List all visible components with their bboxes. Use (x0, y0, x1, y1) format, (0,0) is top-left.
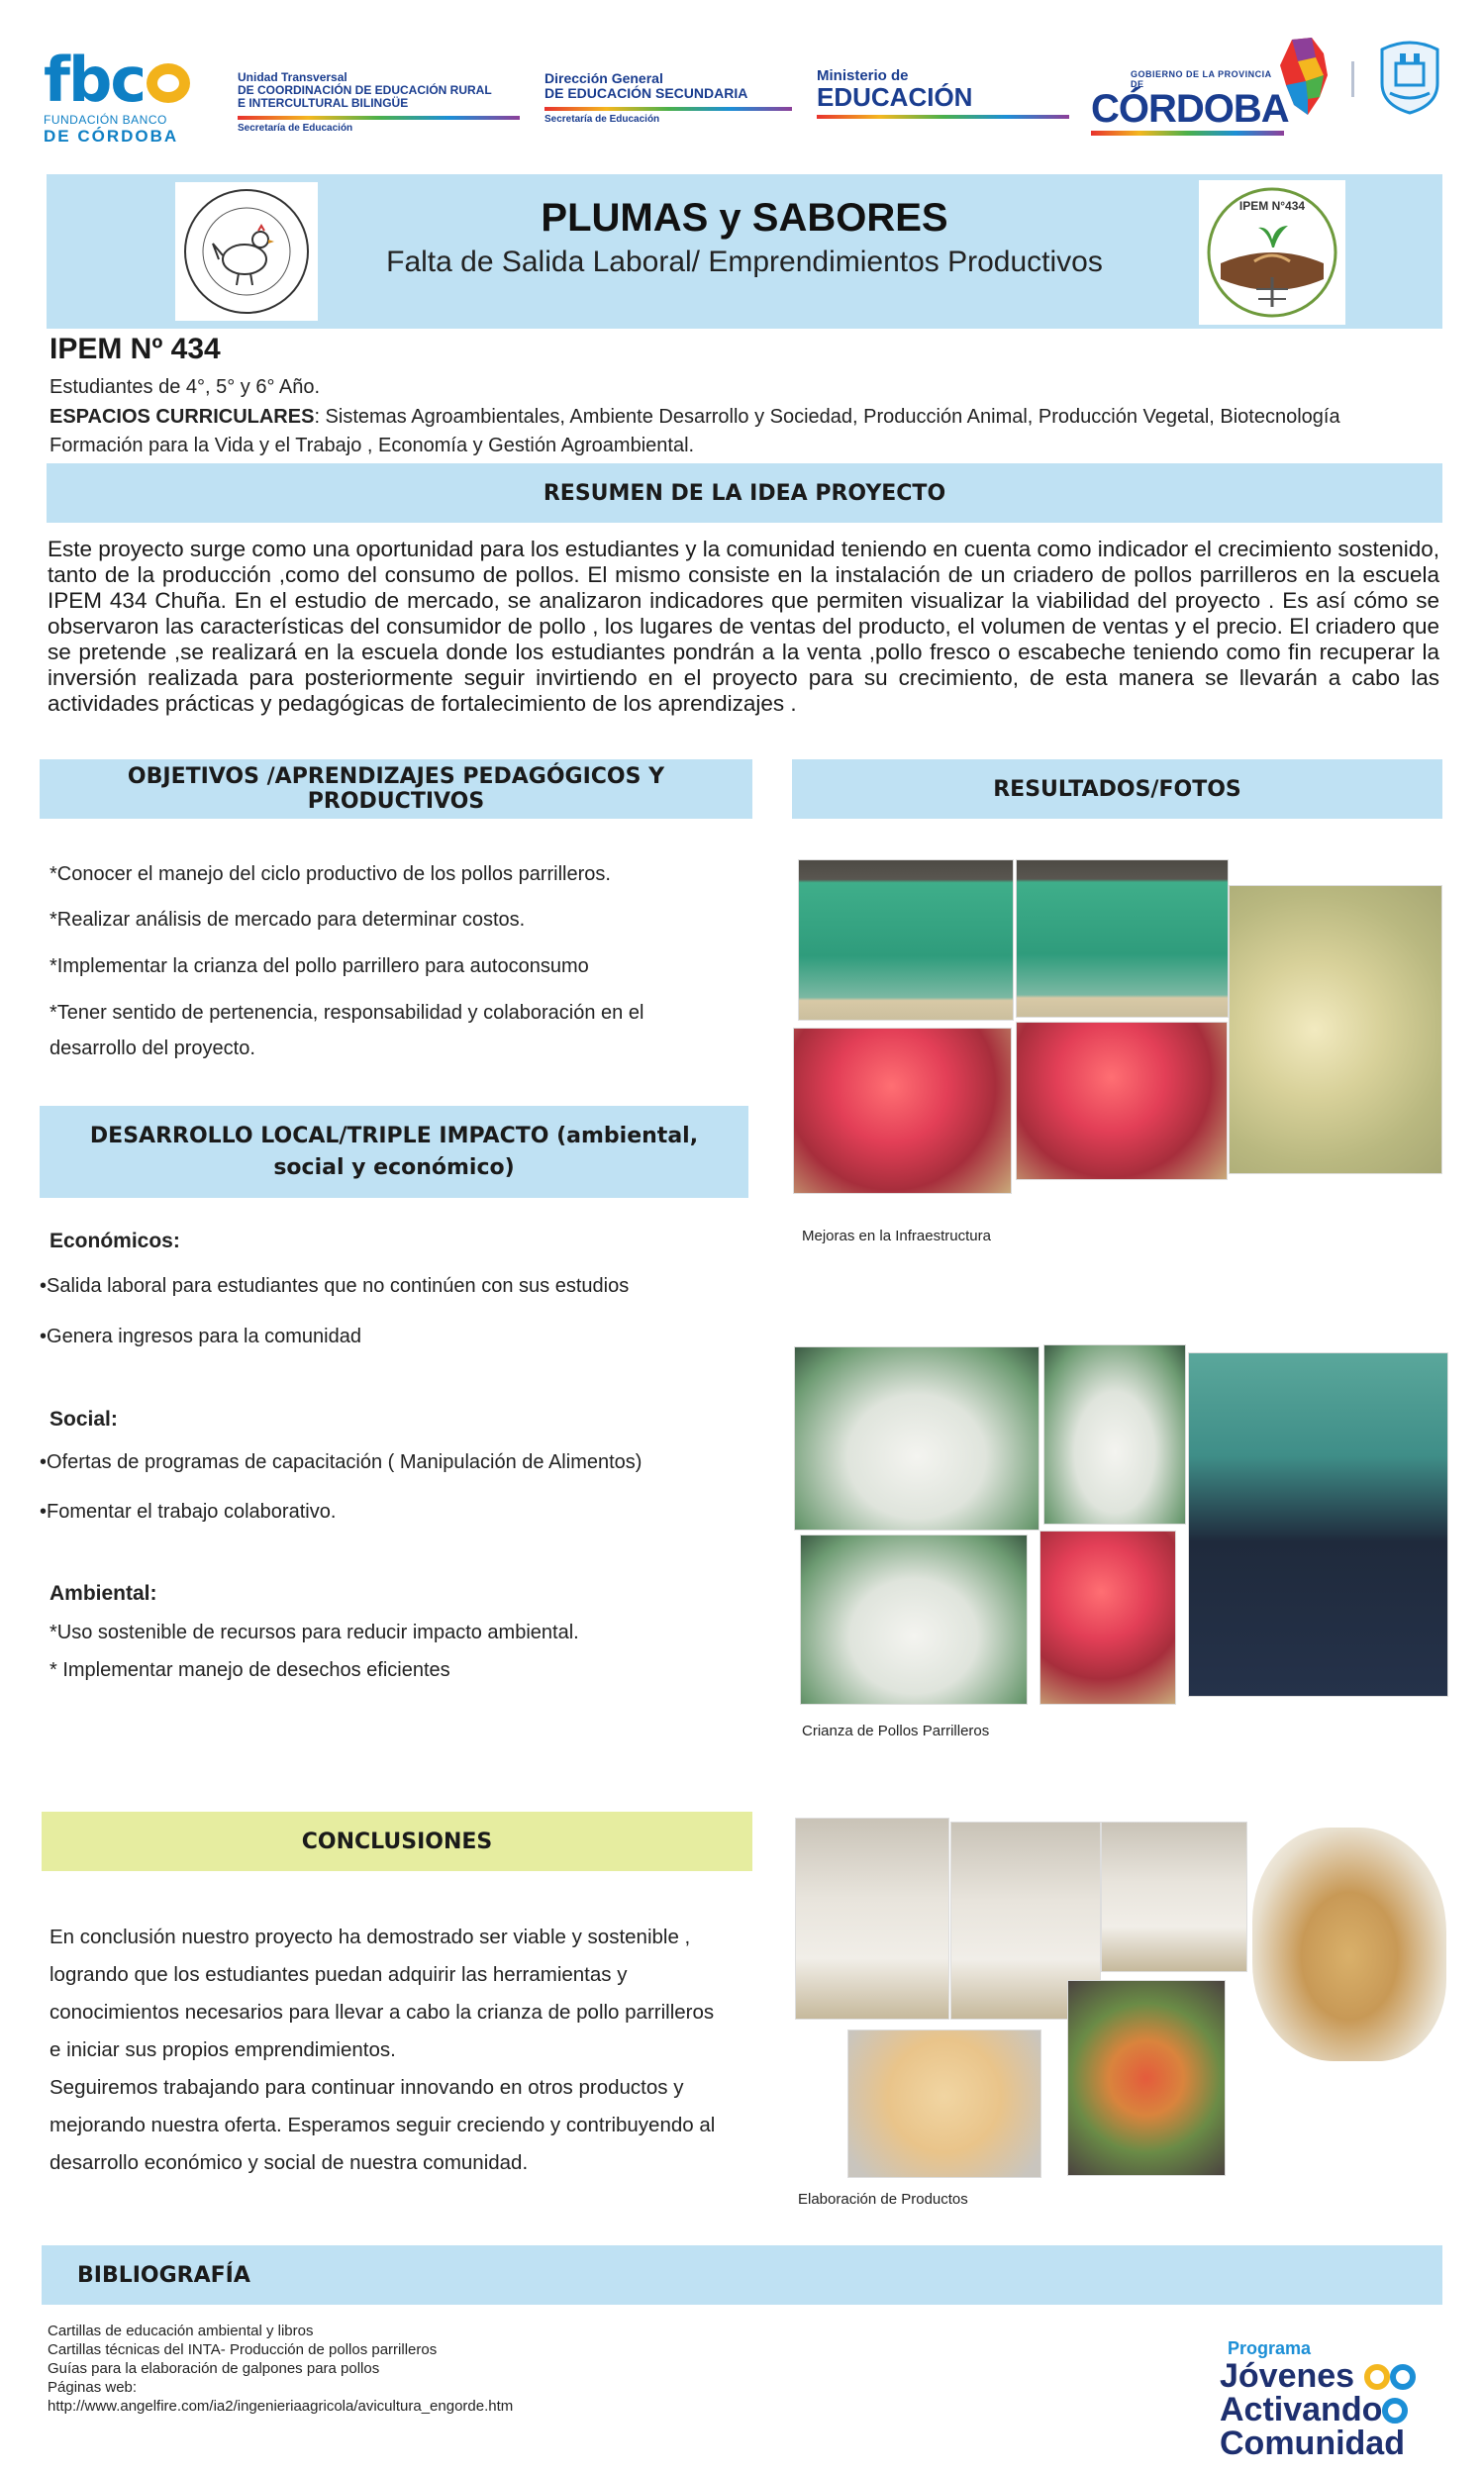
bullet: • (40, 1275, 48, 1297)
conclusion-line: En conclusión nuestro proyecto ha demostrado ser viable y sostenible , (49, 1926, 691, 1948)
photo-galpon-cortina (798, 859, 1014, 1021)
caption-elaboracion: Elaboración de Productos (798, 2191, 968, 2208)
bullet: • (40, 1451, 48, 1473)
bullet: • (40, 1501, 48, 1523)
photo-escabeche (1067, 1980, 1226, 2176)
cordoba-logo (1091, 69, 1289, 136)
ministerio-line1: Ministerio de (817, 67, 909, 84)
bibliografia-link[interactable]: http://www.angelfire.com/ia2/ingenieriaagricola/avicultura_engorde.htm (48, 2398, 514, 2415)
cordoba-gob-text: GOBIERNO DE LA PROVINCIA DE (1131, 69, 1272, 89)
unidad-transversal-logo (238, 71, 520, 134)
cordoba-color-bar (1091, 131, 1284, 136)
bibliografia-heading: BIBLIOGRAFÍA (42, 2245, 1442, 2305)
objetivos-heading: OBJETIVOS /APRENDIZAJES PEDAGÓGICOS Y PRODUCTIVOS (40, 759, 752, 819)
objetivo-item: *Implementar la crianza del pollo parrillero para autoconsumo (49, 955, 589, 977)
direccion-line1: Dirección General (544, 70, 663, 86)
economico-item: •Genera ingresos para la comunidad (40, 1326, 361, 1347)
programa-top: Programa (1228, 2338, 1312, 2358)
direccion-secundaria-logo (544, 71, 792, 125)
seedling-icon (1199, 180, 1345, 325)
unidad-foot: Secretaría de Educación (238, 122, 353, 134)
photo-frascos-escabeche (1252, 1828, 1446, 2061)
desarrollo-heading: DESARROLLO LOCAL/TRIPLE IMPACTO (ambiental, social y económico) (40, 1106, 748, 1198)
unidad-color-bar (238, 116, 520, 120)
programa-logo (1220, 2338, 1447, 2460)
conclusion-line: e iniciar sus propios emprendimientos. (49, 2038, 396, 2061)
fbc-logo (44, 44, 192, 146)
students-line: Estudiantes de 4°, 5° y 6° Año. (49, 376, 321, 398)
resumen-text: Este proyecto surge como una oportunidad para los estudiantes y la comunidad teniendo en cuenta como indicador el crecimiento sostenido, tanto de la producción ,como del consumo de pollos. El mismo consiste en la instalación de un criadero de pollos parrilleros en la escuela IPEM 434 Chuña. En el estudio de mercado, se analizaron indicadores que permiten visualizar la viabilidad del proyecto . Es así cómo se observaron las características del consumidor de pollo , los lugares de ventas del producto, el volumen de ventas y el precio. El criadero que se pretende ,se realizará en la escuela donde los estudiantes pondrán a la venta ,pollo fresco o escabeche teniendo como fin recuperar la inversión realizada para posteriormente seguir invirtiendo en el proyecto para su crecimiento, de esta manera se llevarán a cabo las actividades prácticas y pedagógicas de fortalecimiento de los aprendizajes . (48, 537, 1439, 716)
unidad-line3: E INTERCULTURAL BILINGÜE (238, 96, 409, 111)
caption-crianza: Crianza de Pollos Parrilleros (802, 1723, 990, 1739)
photo-criadora-calor (1016, 1022, 1228, 1180)
ministerio-educacion-logo (817, 67, 1069, 119)
bibliografia-item: Guías para la elaboración de galpones para pollos (48, 2360, 380, 2377)
programa-line2: Activando (1220, 2393, 1447, 2426)
social-item: •Ofertas de programas de capacitación ( Manipulación de Alimentos) (40, 1451, 643, 1473)
coat-of-arms-icon (1374, 40, 1445, 115)
objetivo-item: *Conocer el manejo del ciclo productivo de los pollos parrilleros. (49, 863, 611, 885)
photo-elaboracion (1101, 1822, 1247, 1972)
fbc-logo-line2: DE CÓRDOBA (44, 127, 179, 146)
objetivo-item: desarrollo del proyecto. (49, 1038, 255, 1059)
school-name: IPEM Nº 434 (49, 333, 221, 365)
bibliografia-item: Cartillas técnicas del INTA- Producción de pollos parrilleros (48, 2341, 438, 2358)
fbc-logo-line1: FUNDACIÓN BANCO (44, 113, 167, 127)
photo-pollo-crudo (847, 2030, 1041, 2178)
economico-item: •Salida laboral para estudiantes que no continúen con sus estudios (40, 1275, 630, 1297)
unidad-line2: DE COORDINACIÓN DE EDUCACIÓN RURAL (238, 83, 492, 98)
direccion-foot: Secretaría de Educación (544, 113, 660, 125)
ipem-seal-text: IPEM N°434 (1238, 199, 1306, 213)
social-item: •Fomentar el trabajo colaborativo. (40, 1501, 337, 1523)
poster-title: PLUMAS y SABORES (541, 196, 948, 240)
photo-pollos-bebedero (800, 1534, 1028, 1705)
espacios-label: ESPACIOS CURRICULARES (49, 406, 315, 428)
conclusion-line: conocimientos necesarios para llevar a cabo la crianza de pollo parrilleros (49, 2001, 715, 2024)
photo-pollos-criadora (1039, 1531, 1176, 1705)
economicos-title: Económicos: (49, 1230, 180, 1252)
conclusiones-heading: CONCLUSIONES (42, 1812, 752, 1871)
ambiental-title: Ambiental: (49, 1582, 157, 1605)
direccion-color-bar (544, 107, 792, 111)
fbc-logo-ring-icon (147, 63, 190, 103)
resumen-heading: RESUMEN DE LA IDEA PROYECTO (47, 463, 1442, 523)
direccion-line2: DE EDUCACIÓN SECUNDARIA (544, 85, 748, 102)
conclusion-line: logrando que los estudiantes puedan adquirir las herramientas y (49, 1963, 628, 1986)
photo-criadora-calor (793, 1028, 1012, 1194)
resultados-heading: RESULTADOS/FOTOS (792, 759, 1442, 819)
conclusion-line: desarrollo económico y social de nuestra comunidad. (49, 2151, 529, 2174)
photo-estudiantes-pollos (1188, 1352, 1448, 1697)
ministerio-color-bar (817, 115, 1069, 119)
ring-icon (1382, 2398, 1408, 2424)
espacios-line1 (49, 406, 1455, 429)
title-band (47, 174, 1442, 329)
fbc-logo-mark: fbc (44, 44, 146, 116)
poster-subtitle: Falta de Salida Laboral/ Emprendimientos Productivos (386, 246, 1103, 278)
espacios-list: : Sistemas Agroambientales, Ambiente Desarrollo y Sociedad, Producción Animal, Producción Vegetal, Biotecnología (314, 406, 1340, 428)
photo-galpon-cortina (1016, 859, 1229, 1018)
bibliografia-list (48, 2322, 513, 2416)
photo-pesaje-pollo (1043, 1344, 1186, 1525)
lightbulb-icon (1364, 2364, 1390, 2390)
cordoba-name: CÓRDOBA (1091, 87, 1289, 131)
unidad-line1: Unidad Transversal (238, 70, 347, 84)
objetivo-item: *Realizar análisis de mercado para determinar costos. (49, 909, 526, 931)
programa-line3: Comunidad (1220, 2425, 1405, 2462)
ambiental-item: * Implementar manejo de desechos eficientes (49, 1659, 450, 1681)
objetivo-item: *Tener sentido de pertenencia, responsabilidad y colaboración en el (49, 1002, 644, 1024)
cordoba-map-icon (1272, 36, 1332, 119)
ambiental-item: *Uso sostenible de recursos para reducir impacto ambiental. (49, 1622, 579, 1643)
espacios-line2: Formación para la Vida y el Trabajo , Economía y Gestión Agroambiental. (49, 435, 695, 456)
bullet: • (40, 1326, 48, 1347)
photo-elaboracion (795, 1818, 949, 2020)
social-title: Social: (49, 1408, 118, 1431)
bibliografia-item: Cartillas de educación ambiental y libros (48, 2323, 314, 2339)
caption-infraestructura: Mejoras en la Infraestructura (802, 1228, 991, 1244)
bibliografia-item: Páginas web: (48, 2379, 138, 2396)
ring-icon (1390, 2364, 1416, 2390)
conclusion-line: Seguiremos trabajando para continuar innovando en otros productos y (49, 2076, 684, 2099)
photo-pollitos (1229, 885, 1442, 1174)
ipem-seal-logo (1199, 180, 1345, 325)
header-divider (1351, 61, 1354, 97)
photo-pollos-galpon (794, 1346, 1039, 1531)
ministerio-line2: EDUCACIÓN (817, 82, 973, 112)
conclusion-line: mejorando nuestra oferta. Esperamos seguir creciendo y contribuyendo al (49, 2114, 716, 2136)
programa-line1: Jóvenes (1220, 2359, 1447, 2393)
